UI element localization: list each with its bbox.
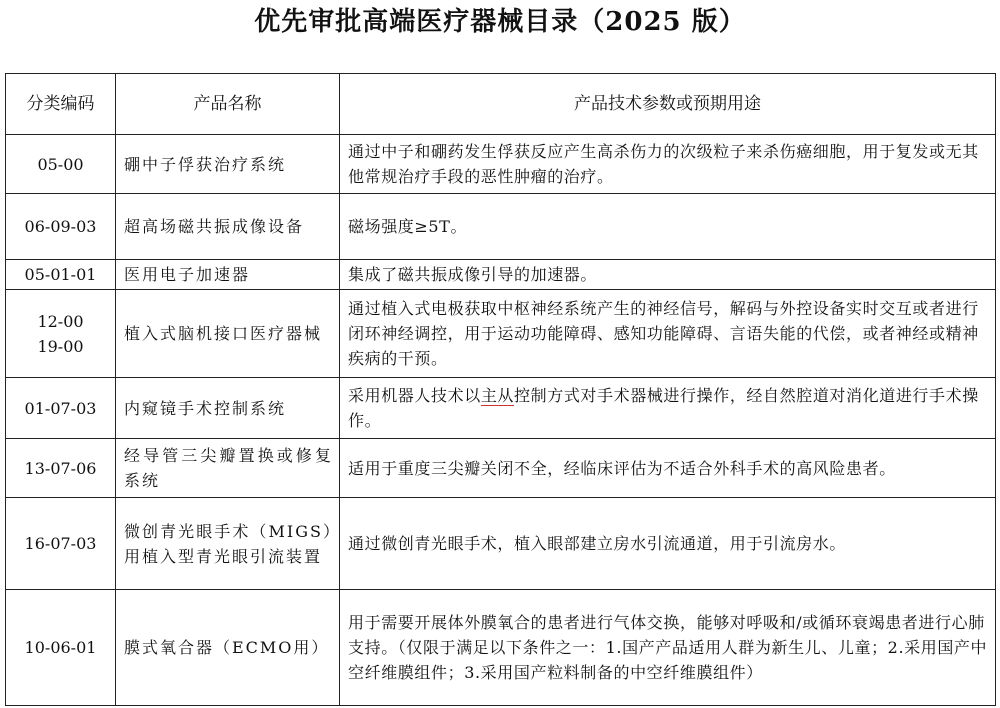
- row-code: [6, 498, 116, 590]
- code-value: 10-06-01: [24, 638, 97, 657]
- table-row: [6, 439, 996, 498]
- device-catalog-table: [5, 73, 996, 706]
- table-row: [6, 290, 996, 378]
- table-header-row: [6, 74, 996, 135]
- row-description: 通过微创青光眼手术，植入眼部建立房水引流通道，用于引流房水。: [340, 498, 996, 590]
- row-product-name: 微创青光眼手术（MIGS）用植入型青光眼引流装置: [116, 498, 340, 590]
- table-row: [6, 260, 996, 290]
- row-code: [6, 439, 116, 498]
- code-value: 16-07-03: [24, 534, 97, 553]
- row-code: [6, 135, 116, 194]
- table-row: [6, 590, 996, 706]
- row-description: 通过中子和硼药发生俘获反应产生高杀伤力的次级粒子来杀伤癌细胞，用于复发或无其他常规治疗手段的恶性肿瘤的治疗。: [340, 135, 996, 194]
- row-product-name: 膜式氧合器（ECMO用）: [116, 590, 340, 706]
- row-product-name: 经导管三尖瓣置换或修复系统: [116, 439, 340, 498]
- table-row: [6, 378, 996, 439]
- row-code: [6, 378, 116, 439]
- table-row: [6, 498, 996, 590]
- row-description: 通过植入式电极获取中枢神经系统产生的神经信号，解码与外控设备实时交互或者进行闭环神经调控，用于运动功能障碍、感知功能障碍、言语失能的代偿，或者神经或精神疾病的干预。: [340, 290, 996, 378]
- row-code: [6, 590, 116, 706]
- row-product-name: 医用电子加速器: [116, 260, 340, 290]
- code-value: 05-00: [37, 154, 84, 174]
- description-text: 采用机器人技术以: [348, 386, 481, 405]
- row-code: [6, 194, 116, 260]
- row-code: [6, 260, 116, 290]
- row-code: [6, 290, 116, 378]
- row-description: 用于需要开展体外膜氧合的患者进行气体交换，能够对呼吸和/或循环衰竭患者进行心肺支持。（仅限于满足以下条件之一：1.国产产品适用人群为新生儿、儿童；2.采用国产中空纤维膜组件；3.采用国产粒料制备的中空纤维膜组件）: [340, 590, 996, 706]
- header-description: 产品技术参数或预期用途: [340, 74, 996, 135]
- description-text: 控制方式对手术器械进行操作，经自然腔道对消化道进行手术操作。: [348, 386, 979, 430]
- table-row: [6, 194, 996, 260]
- row-product-name: 内窥镜手术控制系统: [116, 378, 340, 439]
- row-product-name: 超高场磁共振成像设备: [116, 194, 340, 260]
- header-code: 分类编码: [6, 74, 116, 135]
- row-description: 适用于重度三尖瓣关闭不全，经临床评估为不适合外科手术的高风险患者。: [340, 439, 996, 498]
- code-value: 01-07-03: [24, 398, 97, 418]
- row-description: 集成了磁共振成像引导的加速器。: [340, 260, 996, 290]
- code-value: 19-00: [37, 336, 84, 356]
- header-name: 产品名称: [116, 74, 340, 135]
- row-product-name: 硼中子俘获治疗系统: [116, 135, 340, 194]
- code-value: 12-00: [37, 311, 84, 331]
- underlined-term: 主从: [480, 386, 515, 405]
- row-description: [340, 378, 996, 439]
- row-description: 磁场强度≥5T。: [340, 194, 996, 260]
- code-value: 13-07-06: [24, 458, 97, 478]
- table-row: [6, 135, 996, 194]
- code-value: 05-01-01: [24, 265, 97, 284]
- code-value: 06-09-03: [24, 217, 97, 236]
- row-product-name: 植入式脑机接口医疗器械: [116, 290, 340, 378]
- page-title: 优先审批高端医疗器械目录（2025 版）: [254, 7, 746, 37]
